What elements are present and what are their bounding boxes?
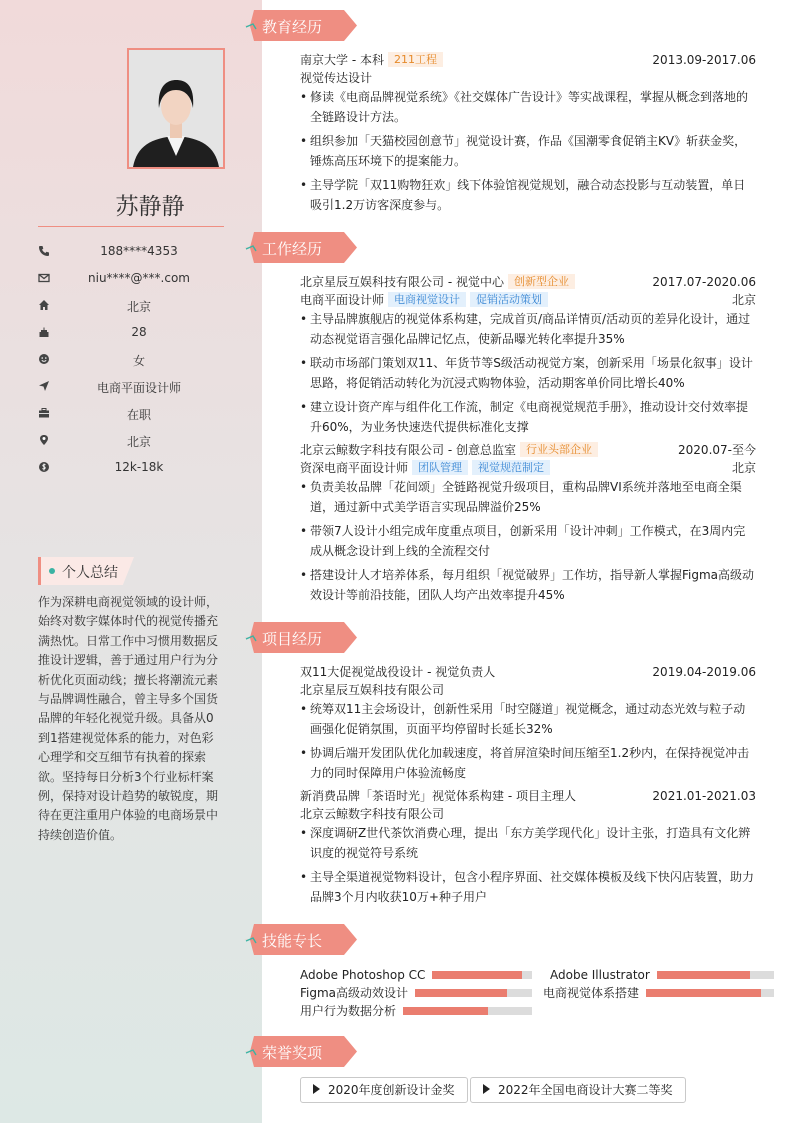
info-status	[38, 400, 224, 427]
salary-value: 12k-18k	[114, 460, 164, 474]
education-bullet	[300, 87, 756, 127]
info-gender	[38, 346, 224, 373]
send-icon	[38, 380, 50, 392]
project-company-name: 北京星辰互娱科技有限公司	[300, 683, 445, 697]
bullet-line: • 统筹双11主会场设计，创新性采用「时空隧道」视觉概念，通过动态光效与粒子动	[310, 702, 746, 716]
education-major	[300, 69, 756, 87]
skill-tag: 视觉规范制定	[472, 460, 550, 475]
bullet-line: • 带领7人设计小组完成年度重点项目，创新采用「设计冲刺」工作模式，在3周内完	[310, 524, 746, 538]
work-bullet	[300, 397, 756, 437]
bullet-line: • 主导品牌旗舰店的视觉体系构建，完成首页/商品详情页/活动页的差异化设计，通过	[310, 312, 751, 326]
skill-tag: 促销活动策划	[470, 292, 548, 307]
play-icon	[313, 1084, 320, 1094]
skill-bar-fill	[415, 989, 507, 997]
bullet-line: • 负责美妆品牌「花间颂」全链路视觉升级项目，重构品牌VI系统并落地至电商全渠	[310, 480, 742, 494]
project-company	[300, 681, 756, 699]
bullet-line: 识度的视觉符号系统	[310, 846, 419, 860]
section-title-awards: 荣誉奖项	[262, 1044, 323, 1062]
info-email	[38, 265, 224, 292]
skill-name: Adobe Illustrator	[550, 967, 650, 982]
info-city	[38, 427, 224, 454]
skill-bar	[646, 989, 774, 997]
bullet-line: • 搭建设计人才培养体系，每月组织「视觉破界」工作坊，指导新人掌握Figma高级动	[310, 568, 755, 582]
work-role	[300, 291, 756, 309]
summary-title: 个人总结	[62, 565, 118, 581]
bullet-line: 全链路设计方法。	[310, 110, 407, 124]
bullet-line: 吸引1.2万访客深度参与。	[310, 198, 450, 212]
contact-info	[38, 238, 224, 481]
major-name: 视觉传达设计	[300, 71, 373, 85]
smile-icon	[38, 353, 50, 365]
skill-bar-fill	[657, 971, 751, 979]
sidebar	[0, 0, 262, 1123]
phone-value: 188****4353	[100, 244, 178, 258]
skill-item	[300, 1002, 532, 1018]
skill-bar	[403, 1007, 532, 1015]
work-city: 北京	[731, 293, 756, 307]
info-age	[38, 319, 224, 346]
skill-bar-fill	[432, 971, 522, 979]
dot-icon	[49, 568, 55, 574]
work-city: 北京	[731, 461, 756, 475]
skill-name: Figma高级动效设计	[300, 985, 409, 1000]
work-bullet	[300, 309, 756, 349]
role-name: 资深电商平面设计师	[300, 461, 409, 475]
education-bullet	[300, 175, 756, 215]
work-date: 2017.07-2020.06	[652, 275, 756, 289]
project-header	[300, 663, 756, 681]
skill-tag: 电商视觉设计	[388, 292, 466, 307]
project-header	[300, 787, 756, 805]
age-value: 28	[131, 325, 147, 339]
email-value: niu****@***.com	[88, 271, 190, 285]
work-header	[300, 273, 756, 291]
bullet-line: • 建立设计资产库与组件化工作流，制定《电商视觉规范手册》，推动设计交付效率提	[310, 400, 749, 414]
school-tag: 211工程	[388, 52, 443, 67]
skill-item	[300, 966, 532, 982]
gender-value: 女	[132, 354, 145, 368]
summary-heading	[38, 557, 134, 585]
award-name: 2022年全国电商设计大赛二等奖	[498, 1083, 673, 1097]
project-bullet	[300, 743, 756, 783]
work-bullet	[300, 477, 756, 517]
avatar-photo	[127, 48, 225, 169]
bullet-line: • 组织参加「天猫校园创意节」视觉设计赛，作品《国潮零食促销主KV》斩获金奖，	[310, 134, 747, 148]
home-icon	[38, 299, 50, 311]
status-value: 在职	[126, 408, 151, 422]
section-awards	[244, 1036, 357, 1067]
skill-name: 用户行为数据分析	[300, 1003, 397, 1018]
bullet-line: 升60%，为业务快速迭代提供标准化支撑	[310, 420, 529, 434]
city-value: 北京	[126, 435, 151, 449]
section-title-projects: 项目经历	[262, 630, 323, 648]
bullet-line: 思路，将促销活动转化为沉浸式购物体验，活动期客单价同比增长40%	[310, 376, 685, 390]
section-education	[244, 10, 357, 41]
work-role	[300, 459, 756, 477]
education-date: 2013.09-2017.06	[652, 53, 756, 67]
bullet-line: 效设计等前沿技能，团队人均产出效率提升45%	[310, 588, 565, 602]
skill-item	[543, 984, 774, 1000]
skill-bar-fill	[403, 1007, 488, 1015]
skill-bar	[432, 971, 532, 979]
project-date: 2021.01-2021.03	[652, 789, 756, 803]
bullet-line: 品牌3个月内收获10万+种子用户	[310, 890, 487, 904]
education-bullet	[300, 131, 756, 171]
summary-text: 作为深耕电商视觉领域的设计师，始终对数字媒体时代的视觉传播充满热忱。日常工作中习惯用数据反推设计逻辑，善于通过用户行为分析优化页面动线；擅长将潮流元素与品牌调性融合，曾主导多个国货品牌的年轻化视觉升级。具备从0到1搭建视觉体系的能力，对色彩心理学和交互细节有执着的探索欲。坚持每日分析3个行业标杆案例，保持对设计趋势的敏锐度，期待在更注重用户体验的电商场景中持续创造价值。	[38, 595, 219, 842]
section-title-education: 教育经历	[262, 18, 323, 36]
info-location	[38, 292, 224, 319]
work-bullet	[300, 353, 756, 393]
bullet-line: 成从概念设计到上线的全流程交付	[310, 544, 491, 558]
bullet-line: 画强化促销氛围，页面平均停留时长延长32%	[310, 722, 553, 736]
money-icon	[38, 461, 50, 473]
award-item	[300, 1077, 468, 1103]
project-title: 双11大促视觉战役设计 - 视觉负责人	[300, 665, 496, 679]
award-item	[470, 1077, 686, 1103]
project-title: 新消费品牌「茶语时光」视觉体系构建 - 项目主理人	[300, 789, 576, 803]
company-name: 北京云鲸数字科技有限公司 - 创意总监室	[300, 443, 516, 457]
bullet-line: 道，通过新中式美学语言实现品牌溢价25%	[310, 500, 541, 514]
work-bullet	[300, 521, 756, 561]
bullet-line: • 主导全渠道视觉物料设计，包含小程序界面、社交媒体模板及线下快闪店装置，助力	[310, 870, 755, 884]
project-bullet	[300, 699, 756, 739]
skill-name: Adobe Photoshop CC	[300, 967, 426, 982]
project-bullet	[300, 867, 756, 907]
bullet-line: • 协调后端开发团队优化加载速度，将首屏渲染时间压缩至1.2秒内，在保持视觉冲击	[310, 746, 750, 760]
project-date: 2019.04-2019.06	[652, 665, 756, 679]
section-title-skills: 技能专长	[262, 932, 323, 950]
name-divider	[38, 226, 224, 227]
company-tag: 行业头部企业	[520, 442, 598, 457]
school-name: 南京大学 - 本科	[300, 53, 384, 67]
skill-name: 电商视觉体系搭建	[543, 985, 640, 1000]
info-salary	[38, 454, 224, 481]
phone-icon	[38, 245, 50, 257]
info-position	[38, 373, 224, 400]
briefcase-icon	[38, 407, 50, 419]
role-name: 电商平面设计师	[300, 293, 385, 307]
section-work	[244, 232, 357, 263]
bullet-line: 锤炼高压环境下的提案能力。	[310, 154, 467, 168]
position-value: 电商平面设计师	[96, 381, 181, 395]
location-value: 北京	[126, 300, 151, 314]
bullet-line: • 深度调研Z世代茶饮消费心理，提出「东方美学现代化」设计主张，打造具有文化辨	[310, 826, 751, 840]
section-skills	[244, 924, 357, 955]
project-bullet	[300, 823, 756, 863]
company-name: 北京星辰互娱科技有限公司 - 视觉中心	[300, 275, 504, 289]
section-projects	[244, 622, 357, 653]
bullet-line: • 主导学院「双11购物狂欢」线下体验馆视觉规划，融合动态投影与互动装置，单日	[310, 178, 746, 192]
bullet-line: 力的同时保障用户体验流畅度	[310, 766, 467, 780]
play-icon	[483, 1084, 490, 1094]
skill-bar	[415, 989, 532, 997]
cake-icon	[38, 326, 50, 338]
skill-tag: 团队管理	[412, 460, 468, 475]
skill-bar-fill	[646, 989, 761, 997]
bullet-line: 动态视觉语言强化品牌记忆点，使新品曝光转化率提升35%	[310, 332, 625, 346]
mail-icon	[38, 272, 50, 284]
section-title-work: 工作经历	[262, 240, 323, 258]
work-bullet	[300, 565, 756, 605]
location-pin-icon	[38, 434, 50, 446]
award-name: 2020年度创新设计金奖	[328, 1083, 455, 1097]
project-company	[300, 805, 756, 823]
skill-bar	[657, 971, 774, 979]
work-date: 2020.07-至今	[678, 443, 756, 457]
bullet-line: • 修读《电商品牌视觉系统》《社交媒体广告设计》等实战课程，掌握从概念到落地的	[310, 90, 749, 104]
work-header	[300, 441, 756, 459]
education-header	[300, 51, 756, 69]
summary-heading-bar	[38, 557, 41, 585]
skill-item	[300, 984, 532, 1000]
bullet-line: • 联动市场部门策划双11、年货节等S级活动视觉方案，创新采用「场景化叙事」设计	[310, 356, 753, 370]
skill-item	[550, 966, 774, 982]
info-phone	[38, 238, 224, 265]
candidate-name: 苏静静	[115, 194, 185, 220]
project-company-name: 北京云鲸数字科技有限公司	[300, 807, 445, 821]
company-tag: 创新型企业	[508, 274, 575, 289]
